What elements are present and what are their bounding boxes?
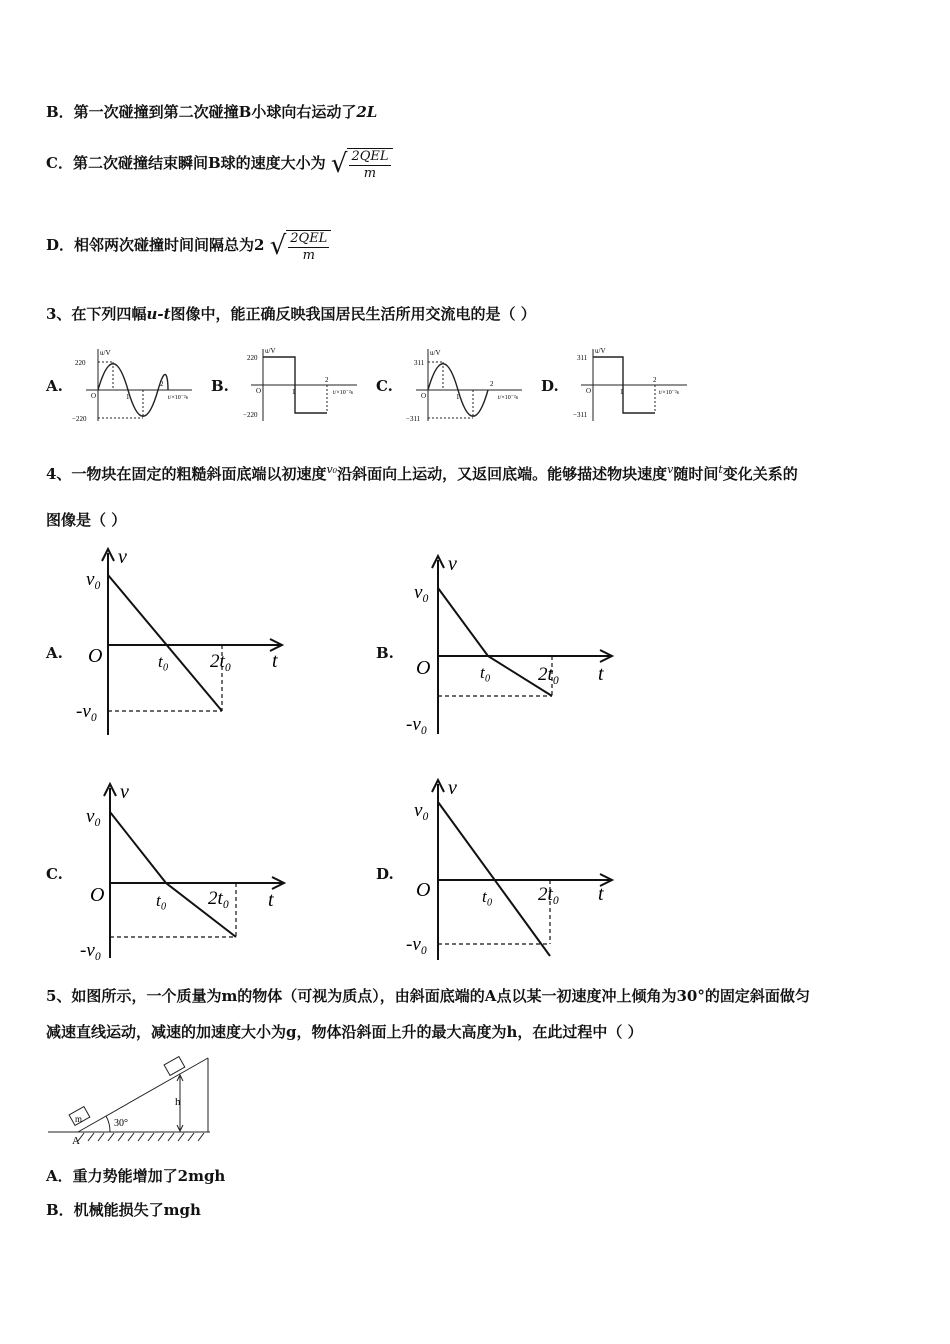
height-h-label: h [175,1096,181,1108]
tick-2: 2 [160,380,164,388]
q4-graph-a [76,545,296,745]
tick-2: 2 [490,380,494,388]
sqrt-fraction [270,228,332,264]
incline-surface [78,1058,208,1132]
v0-label: v₀ [414,800,430,821]
q2-option-d-text: D．相邻两次碰撞时间间隔总为2 [46,236,265,254]
q4-stem-1b: 沿斜面向上运动，又返回底端。能够描述物块速度 [337,465,668,483]
axis-v-label: v [118,546,127,568]
angle-label: 30° [114,1118,128,1129]
q3-graph-b [237,345,362,425]
q2-option-d [46,228,331,264]
q2-option-b-text: B．第一次碰撞到第二次碰撞B小球向右运动了 [46,103,357,121]
q5-incline-figure [48,1050,218,1150]
origin-label: O [416,879,431,901]
2t0-label: 2t₀ [210,651,232,672]
t0-label: t₀ [482,887,493,906]
sqrt-fraction [331,146,393,182]
axis-v-label: v [120,781,129,803]
neg-peak-label: −220 [243,411,258,419]
v0-label: v₀ [86,806,102,827]
axis-y-label: u/V [100,349,111,357]
fraction-numerator: 2QEL [351,149,389,164]
q4-sym-v0: v₀ [326,463,338,476]
axis-v-label: v [448,553,457,575]
q2-option-b [46,102,377,122]
q3-graph-c [402,345,527,425]
neg-v0-label: -v₀ [80,940,102,961]
fraction-denominator: m [363,166,377,181]
q4-label-b: B. [376,644,394,662]
neg-v0-label: -v₀ [406,714,428,735]
neg-peak-label: −220 [72,415,87,423]
v0-label: v₀ [86,569,102,590]
peak-label: 220 [247,354,258,362]
axis-v-label: v [448,777,457,799]
q5-option-a: A．重力势能增加了2mgh [46,1167,226,1185]
origin-label: O [421,392,427,400]
axis-x-label: t/×10⁻²s [333,390,354,396]
q3-stem-var: u-t [146,305,171,323]
peak-label: 311 [414,359,425,367]
axis-t-label: t [598,663,604,685]
q4-graph-c [78,780,298,965]
velocity-line [110,812,236,937]
t0-label: t₀ [156,891,167,910]
axis-y-label: u/V [265,347,276,355]
peak-label: 220 [75,359,86,367]
tick-2: 2 [325,376,329,384]
origin-label: O [91,392,97,400]
q3-label-d: D. [541,377,559,395]
sqrt-symbol: √ [269,231,287,261]
q2-option-b-value: 2L [356,103,378,121]
fraction-denominator: m [302,248,315,263]
origin-label: O [90,884,105,906]
tick-1: 1 [292,388,296,396]
velocity-line [108,575,222,711]
axis-x-label: t/×10⁻²s [659,390,680,396]
origin-label: O [586,387,592,395]
q3-graph-d [567,345,692,425]
q5-stem-line1: 5、如图所示，一个质量为m的物体（可视为质点），由斜面底端的A点以某一初速度冲上倾角为30°的固定斜面做匀 [46,987,810,1005]
peak-label: 311 [577,354,588,362]
2t0-label: 2t₀ [538,664,560,685]
block-m-label: m [75,1114,83,1124]
origin-label: O [88,645,103,667]
q3-stem-pre: 3、在下列四幅 [46,305,147,323]
axis-y-label: u/V [430,349,441,357]
axis-x-label: t/×10⁻²s [168,395,189,401]
q4-stem-1c: 随时间 [673,465,719,483]
q5-option-b: B．机械能损失了mgh [46,1201,201,1219]
tick-1: 1 [620,388,624,396]
axis-x-label: t/×10⁻²s [498,395,519,401]
q4-sym-v: v [667,463,674,476]
tick-1: 1 [456,393,460,401]
tick-2: 2 [653,376,657,384]
q3-label-c: C. [376,377,393,395]
neg-peak-label: −311 [573,411,588,419]
axis-t-label: t [272,650,278,672]
q3-label-a: A. [46,377,63,395]
axis-y-label: u/V [595,347,606,355]
q3-stem-post: 图像中，能正确反映我国居民生活所用交流电的是（ ） [170,305,536,323]
origin-label: O [416,657,431,679]
q4-stem-line1 [46,460,798,484]
tick-1: 1 [126,393,130,401]
q2-option-c-text: C．第二次碰撞结束瞬间B球的速度大小为 [46,154,326,172]
q4-sym-t: t [718,463,723,476]
fraction [347,148,392,182]
2t0-label: 2t₀ [208,888,230,909]
t0-label: t₀ [480,663,491,682]
angle-arc [106,1116,110,1132]
neg-peak-label: −311 [406,415,421,423]
sqrt-symbol: √ [330,149,348,179]
q4-label-c: C. [46,865,63,883]
q3-label-b: B. [211,377,229,395]
neg-v0-label: -v₀ [406,934,428,955]
2t0-label: 2t₀ [538,884,560,905]
fraction-numerator: 2QEL [290,231,328,246]
velocity-line [438,588,552,696]
ground-hatching [78,1133,204,1141]
q4-stem-1d: 变化关系的 [722,465,798,483]
q4-label-a: A. [46,644,63,662]
q4-stem-1a: 4、一物块在固定的粗糙斜面底端以初速度 [46,465,327,483]
neg-v0-label: -v₀ [76,701,98,722]
q4-graph-d [406,776,626,966]
q2-option-c [46,146,393,182]
t0-label: t₀ [158,652,169,671]
q5-stem-line2: 减速直线运动，减速的加速度大小为g，物体沿斜面上升的最大高度为h，在此过程中（ ） [46,1023,643,1041]
origin-label: O [256,387,262,395]
v0-label: v₀ [414,582,430,603]
q4-graph-b [406,552,626,742]
q3-stem [46,304,536,324]
point-a-label: A [72,1135,80,1147]
q3-graph-a [72,345,197,425]
axis-t-label: t [268,889,274,911]
axis-t-label: t [598,883,604,905]
fraction [286,230,331,264]
q4-stem-line2: 图像是（ ） [46,511,127,529]
q4-label-d: D. [376,865,394,883]
